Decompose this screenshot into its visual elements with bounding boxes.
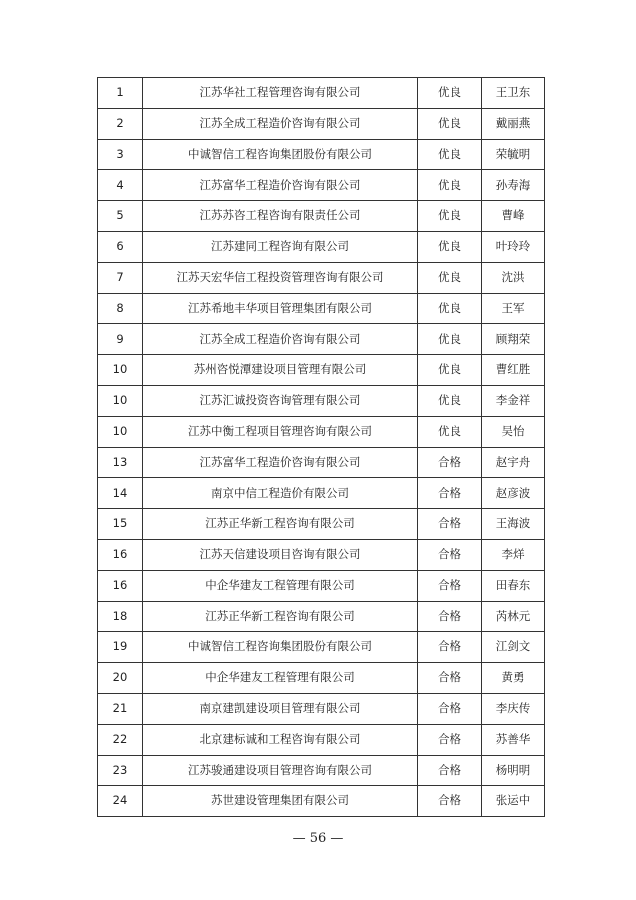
company-name-cell: 江苏全成工程造价咨询有限公司 bbox=[143, 108, 418, 139]
row-number-cell: 19 bbox=[98, 632, 143, 663]
company-name-cell: 江苏天信建设项目咨询有限公司 bbox=[143, 539, 418, 570]
person-name-cell: 戴丽燕 bbox=[482, 108, 545, 139]
table-row bbox=[98, 201, 545, 232]
person-name-cell: 王海波 bbox=[482, 509, 545, 540]
grade-cell: 优良 bbox=[418, 355, 482, 386]
table-row bbox=[98, 724, 545, 755]
table-row bbox=[98, 632, 545, 663]
company-name-cell: 江苏骏通建设项目管理咨询有限公司 bbox=[143, 755, 418, 786]
grade-cell: 优良 bbox=[418, 293, 482, 324]
company-name-cell: 江苏富华工程造价咨询有限公司 bbox=[143, 170, 418, 201]
grade-cell: 优良 bbox=[418, 231, 482, 262]
row-number-cell: 4 bbox=[98, 170, 143, 201]
row-number-cell: 1 bbox=[98, 78, 143, 109]
person-name-cell: 杨明明 bbox=[482, 755, 545, 786]
company-name-cell: 江苏正华新工程咨询有限公司 bbox=[143, 601, 418, 632]
company-name-cell: 江苏汇诚投资咨询管理有限公司 bbox=[143, 385, 418, 416]
person-name-cell: 顾翔荣 bbox=[482, 324, 545, 355]
row-number-cell: 8 bbox=[98, 293, 143, 324]
row-number-cell: 9 bbox=[98, 324, 143, 355]
person-name-cell: 荣毓明 bbox=[482, 139, 545, 170]
company-name-cell: 江苏富华工程造价咨询有限公司 bbox=[143, 447, 418, 478]
person-name-cell: 赵宇舟 bbox=[482, 447, 545, 478]
grade-cell: 合格 bbox=[418, 478, 482, 509]
company-name-cell: 中企华建友工程管理有限公司 bbox=[143, 570, 418, 601]
company-name-cell: 中诚智信工程咨询集团股份有限公司 bbox=[143, 632, 418, 663]
row-number-cell: 23 bbox=[98, 755, 143, 786]
person-name-cell: 王卫东 bbox=[482, 78, 545, 109]
table-row bbox=[98, 755, 545, 786]
person-name-cell: 李庆传 bbox=[482, 693, 545, 724]
grade-cell: 合格 bbox=[418, 601, 482, 632]
row-number-cell: 15 bbox=[98, 509, 143, 540]
row-number-cell: 24 bbox=[98, 786, 143, 817]
person-name-cell: 张运中 bbox=[482, 786, 545, 817]
grade-cell: 优良 bbox=[418, 324, 482, 355]
person-name-cell: 黄勇 bbox=[482, 663, 545, 694]
table-row bbox=[98, 139, 545, 170]
company-name-cell: 江苏希地丰华项目管理集团有限公司 bbox=[143, 293, 418, 324]
grade-cell: 优良 bbox=[418, 385, 482, 416]
table-row bbox=[98, 509, 545, 540]
person-name-cell: 芮林元 bbox=[482, 601, 545, 632]
grade-cell: 合格 bbox=[418, 539, 482, 570]
row-number-cell: 10 bbox=[98, 355, 143, 386]
table-row bbox=[98, 324, 545, 355]
grade-cell: 合格 bbox=[418, 509, 482, 540]
company-name-cell: 江苏中衡工程项目管理咨询有限公司 bbox=[143, 416, 418, 447]
row-number-cell: 16 bbox=[98, 570, 143, 601]
row-number-cell: 18 bbox=[98, 601, 143, 632]
grade-cell: 优良 bbox=[418, 262, 482, 293]
page-number: — 56 — bbox=[292, 831, 344, 846]
table-row bbox=[98, 539, 545, 570]
row-number-cell: 22 bbox=[98, 724, 143, 755]
person-name-cell: 李金祥 bbox=[482, 385, 545, 416]
grade-cell: 合格 bbox=[418, 755, 482, 786]
grade-cell: 合格 bbox=[418, 663, 482, 694]
row-number-cell: 5 bbox=[98, 201, 143, 232]
row-number-cell: 16 bbox=[98, 539, 143, 570]
table-row bbox=[98, 570, 545, 601]
company-name-cell: 中企华建友工程管理有限公司 bbox=[143, 663, 418, 694]
table-row bbox=[98, 693, 545, 724]
results-table bbox=[97, 77, 545, 817]
row-number-cell: 10 bbox=[98, 385, 143, 416]
table-row bbox=[98, 231, 545, 262]
table-row bbox=[98, 478, 545, 509]
row-number-cell: 14 bbox=[98, 478, 143, 509]
company-name-cell: 苏州咨悦潭建设项目管理有限公司 bbox=[143, 355, 418, 386]
grade-cell: 优良 bbox=[418, 170, 482, 201]
table-row bbox=[98, 447, 545, 478]
table-row bbox=[98, 293, 545, 324]
company-name-cell: 南京建凯建设项目管理有限公司 bbox=[143, 693, 418, 724]
person-name-cell: 田春东 bbox=[482, 570, 545, 601]
company-name-cell: 南京中信工程造价有限公司 bbox=[143, 478, 418, 509]
person-name-cell: 沈洪 bbox=[482, 262, 545, 293]
grade-cell: 合格 bbox=[418, 724, 482, 755]
grade-cell: 合格 bbox=[418, 570, 482, 601]
person-name-cell: 曹峰 bbox=[482, 201, 545, 232]
table-row bbox=[98, 601, 545, 632]
person-name-cell: 叶玲玲 bbox=[482, 231, 545, 262]
table-row bbox=[98, 663, 545, 694]
row-number-cell: 10 bbox=[98, 416, 143, 447]
table-row bbox=[98, 108, 545, 139]
row-number-cell: 3 bbox=[98, 139, 143, 170]
company-name-cell: 苏世建设管理集团有限公司 bbox=[143, 786, 418, 817]
company-name-cell: 北京建标诚和工程咨询有限公司 bbox=[143, 724, 418, 755]
row-number-cell: 7 bbox=[98, 262, 143, 293]
grade-cell: 优良 bbox=[418, 201, 482, 232]
person-name-cell: 赵彦波 bbox=[482, 478, 545, 509]
grade-cell: 合格 bbox=[418, 632, 482, 663]
person-name-cell: 苏善华 bbox=[482, 724, 545, 755]
company-name-cell: 江苏天宏华信工程投资管理咨询有限公司 bbox=[143, 262, 418, 293]
person-name-cell: 江剑文 bbox=[482, 632, 545, 663]
table-row bbox=[98, 355, 545, 386]
company-name-cell: 江苏正华新工程咨询有限公司 bbox=[143, 509, 418, 540]
person-name-cell: 曹红胜 bbox=[482, 355, 545, 386]
grade-cell: 优良 bbox=[418, 416, 482, 447]
table-row bbox=[98, 786, 545, 817]
grade-cell: 优良 bbox=[418, 139, 482, 170]
person-name-cell: 吴怡 bbox=[482, 416, 545, 447]
grade-cell: 优良 bbox=[418, 78, 482, 109]
row-number-cell: 20 bbox=[98, 663, 143, 694]
table-row bbox=[98, 78, 545, 109]
table-body bbox=[98, 78, 545, 817]
row-number-cell: 2 bbox=[98, 108, 143, 139]
table-row bbox=[98, 170, 545, 201]
row-number-cell: 6 bbox=[98, 231, 143, 262]
grade-cell: 合格 bbox=[418, 786, 482, 817]
company-name-cell: 中诚智信工程咨询集团股份有限公司 bbox=[143, 139, 418, 170]
grade-cell: 合格 bbox=[418, 447, 482, 478]
company-name-cell: 江苏华社工程管理咨询有限公司 bbox=[143, 78, 418, 109]
person-name-cell: 孙寿海 bbox=[482, 170, 545, 201]
table-row bbox=[98, 262, 545, 293]
row-number-cell: 13 bbox=[98, 447, 143, 478]
grade-cell: 合格 bbox=[418, 693, 482, 724]
person-name-cell: 李烊 bbox=[482, 539, 545, 570]
table-row bbox=[98, 416, 545, 447]
company-name-cell: 江苏全成工程造价咨询有限公司 bbox=[143, 324, 418, 355]
row-number-cell: 21 bbox=[98, 693, 143, 724]
company-name-cell: 江苏建同工程咨询有限公司 bbox=[143, 231, 418, 262]
table-row bbox=[98, 385, 545, 416]
company-name-cell: 江苏苏咨工程咨询有限责任公司 bbox=[143, 201, 418, 232]
grade-cell: 优良 bbox=[418, 108, 482, 139]
person-name-cell: 王军 bbox=[482, 293, 545, 324]
